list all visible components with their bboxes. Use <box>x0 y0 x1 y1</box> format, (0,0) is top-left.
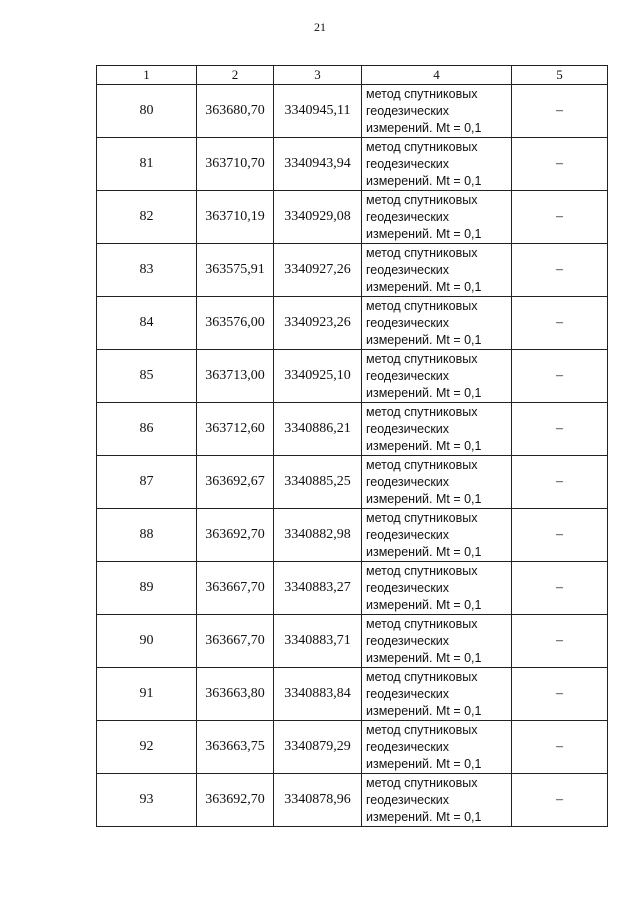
y-coordinate-cell: 3340929,08 <box>274 191 362 244</box>
method-line: измерений. Mt = 0,1 <box>366 173 482 188</box>
method-line: измерений. Mt = 0,1 <box>366 226 482 241</box>
y-coordinate-cell: 3340882,98 <box>274 509 362 562</box>
y-coordinate-cell: 3340878,96 <box>274 774 362 827</box>
note-cell: – <box>512 456 608 509</box>
note-cell: – <box>512 297 608 350</box>
table-body <box>97 85 608 827</box>
method-line: метод спутниковых <box>366 351 478 366</box>
x-coordinate-cell: 363692,70 <box>197 509 274 562</box>
y-coordinate-cell: 3340945,11 <box>274 85 362 138</box>
note-cell: – <box>512 191 608 244</box>
x-coordinate-cell: 363663,80 <box>197 668 274 721</box>
column-header-5: 5 <box>512 66 608 85</box>
table-row <box>97 509 608 562</box>
method-line: метод спутниковых <box>366 669 478 684</box>
method-line: измерений. Mt = 0,1 <box>366 544 482 559</box>
method-line: метод спутниковых <box>366 722 478 737</box>
table-row <box>97 615 608 668</box>
method-cell <box>362 774 512 827</box>
table-row <box>97 668 608 721</box>
method-line: измерений. Mt = 0,1 <box>366 491 482 506</box>
method-cell <box>362 297 512 350</box>
note-cell: – <box>512 85 608 138</box>
method-cell <box>362 85 512 138</box>
method-cell <box>362 403 512 456</box>
method-line: измерений. Mt = 0,1 <box>366 703 482 718</box>
y-coordinate-cell: 3340927,26 <box>274 244 362 297</box>
y-coordinate-cell: 3340943,94 <box>274 138 362 191</box>
method-cell <box>362 721 512 774</box>
method-cell <box>362 668 512 721</box>
point-number-cell: 92 <box>97 721 197 774</box>
y-coordinate-cell: 3340885,25 <box>274 456 362 509</box>
table-row <box>97 297 608 350</box>
method-line: геодезических <box>366 368 450 383</box>
method-line: метод спутниковых <box>366 298 478 313</box>
x-coordinate-cell: 363710,70 <box>197 138 274 191</box>
point-number-cell: 81 <box>97 138 197 191</box>
point-number-cell: 83 <box>97 244 197 297</box>
method-line: геодезических <box>366 739 450 754</box>
table-row <box>97 774 608 827</box>
x-coordinate-cell: 363712,60 <box>197 403 274 456</box>
method-line: геодезических <box>366 315 450 330</box>
table-header-row <box>97 66 608 85</box>
method-cell <box>362 562 512 615</box>
method-cell <box>362 509 512 562</box>
method-line: геодезических <box>366 103 450 118</box>
note-cell: – <box>512 244 608 297</box>
table-row <box>97 562 608 615</box>
method-line: метод спутниковых <box>366 616 478 631</box>
y-coordinate-cell: 3340886,21 <box>274 403 362 456</box>
table-row <box>97 138 608 191</box>
method-cell <box>362 350 512 403</box>
x-coordinate-cell: 363692,67 <box>197 456 274 509</box>
note-cell: – <box>512 721 608 774</box>
table-row <box>97 85 608 138</box>
table-row <box>97 244 608 297</box>
y-coordinate-cell: 3340879,29 <box>274 721 362 774</box>
point-number-cell: 80 <box>97 85 197 138</box>
note-cell: – <box>512 668 608 721</box>
point-number-cell: 85 <box>97 350 197 403</box>
note-cell: – <box>512 403 608 456</box>
method-line: измерений. Mt = 0,1 <box>366 385 482 400</box>
point-number-cell: 93 <box>97 774 197 827</box>
table-row <box>97 721 608 774</box>
note-cell: – <box>512 350 608 403</box>
method-line: метод спутниковых <box>366 775 478 790</box>
table-row <box>97 456 608 509</box>
x-coordinate-cell: 363692,70 <box>197 774 274 827</box>
method-line: измерений. Mt = 0,1 <box>366 332 482 347</box>
table-row <box>97 403 608 456</box>
x-coordinate-cell: 363667,70 <box>197 562 274 615</box>
column-header-2: 2 <box>197 66 274 85</box>
method-cell <box>362 191 512 244</box>
x-coordinate-cell: 363680,70 <box>197 85 274 138</box>
method-line: метод спутниковых <box>366 86 478 101</box>
x-coordinate-cell: 363576,00 <box>197 297 274 350</box>
page-number: 21 <box>314 20 326 34</box>
method-line: геодезических <box>366 474 450 489</box>
method-line: геодезических <box>366 421 450 436</box>
note-cell: – <box>512 509 608 562</box>
method-line: геодезических <box>366 580 450 595</box>
method-cell <box>362 138 512 191</box>
y-coordinate-cell: 3340923,26 <box>274 297 362 350</box>
y-coordinate-cell: 3340883,27 <box>274 562 362 615</box>
x-coordinate-cell: 363713,00 <box>197 350 274 403</box>
method-line: геодезических <box>366 633 450 648</box>
point-number-cell: 89 <box>97 562 197 615</box>
method-line: измерений. Mt = 0,1 <box>366 279 482 294</box>
y-coordinate-cell: 3340925,10 <box>274 350 362 403</box>
point-number-cell: 87 <box>97 456 197 509</box>
x-coordinate-cell: 363710,19 <box>197 191 274 244</box>
method-line: измерений. Mt = 0,1 <box>366 438 482 453</box>
method-line: метод спутниковых <box>366 245 478 260</box>
method-line: метод спутниковых <box>366 192 478 207</box>
coordinates-table <box>96 65 608 827</box>
column-header-4: 4 <box>362 66 512 85</box>
y-coordinate-cell: 3340883,71 <box>274 615 362 668</box>
method-line: измерений. Mt = 0,1 <box>366 650 482 665</box>
column-header-3: 3 <box>274 66 362 85</box>
method-line: измерений. Mt = 0,1 <box>366 120 482 135</box>
note-cell: – <box>512 615 608 668</box>
method-line: метод спутниковых <box>366 457 478 472</box>
method-line: геодезических <box>366 262 450 277</box>
x-coordinate-cell: 363667,70 <box>197 615 274 668</box>
method-cell <box>362 244 512 297</box>
point-number-cell: 82 <box>97 191 197 244</box>
method-line: геодезических <box>366 156 450 171</box>
column-header-1: 1 <box>97 66 197 85</box>
table-row <box>97 191 608 244</box>
method-line: геодезических <box>366 209 450 224</box>
point-number-cell: 84 <box>97 297 197 350</box>
point-number-cell: 88 <box>97 509 197 562</box>
note-cell: – <box>512 774 608 827</box>
point-number-cell: 86 <box>97 403 197 456</box>
note-cell: – <box>512 138 608 191</box>
method-line: метод спутниковых <box>366 404 478 419</box>
method-line: геодезических <box>366 686 450 701</box>
method-cell <box>362 615 512 668</box>
method-line: геодезических <box>366 527 450 542</box>
method-cell <box>362 456 512 509</box>
method-line: измерений. Mt = 0,1 <box>366 756 482 771</box>
point-number-cell: 91 <box>97 668 197 721</box>
method-line: метод спутниковых <box>366 139 478 154</box>
method-line: метод спутниковых <box>366 510 478 525</box>
y-coordinate-cell: 3340883,84 <box>274 668 362 721</box>
method-line: измерений. Mt = 0,1 <box>366 809 482 824</box>
method-line: измерений. Mt = 0,1 <box>366 597 482 612</box>
table-row <box>97 350 608 403</box>
method-line: геодезических <box>366 792 450 807</box>
x-coordinate-cell: 363575,91 <box>197 244 274 297</box>
x-coordinate-cell: 363663,75 <box>197 721 274 774</box>
point-number-cell: 90 <box>97 615 197 668</box>
method-line: метод спутниковых <box>366 563 478 578</box>
note-cell: – <box>512 562 608 615</box>
